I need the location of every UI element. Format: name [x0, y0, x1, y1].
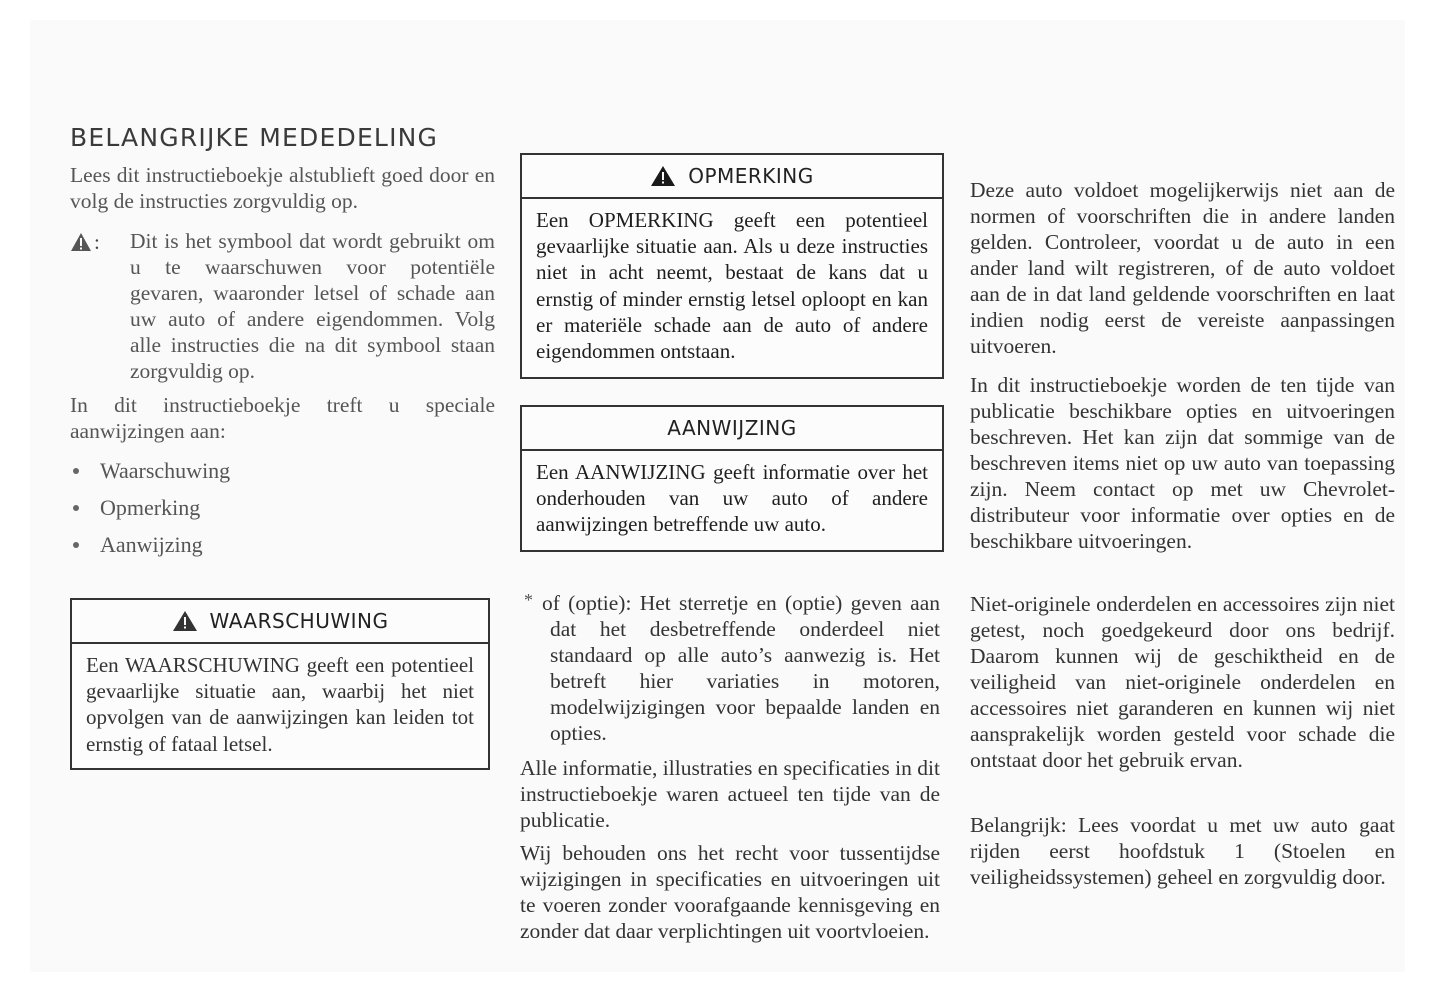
bullet-icon — [73, 468, 79, 474]
warning-triangle-icon — [650, 165, 676, 187]
rights-paragraph: Wij behouden ons het recht voor tussentijdse wijzigingen in specificaties en uitvoeringen uit te voeren zonder voorafgaande kennisgeving en zonder dat daar verplichtingen uit voortvloeien. — [520, 841, 940, 943]
options-paragraph: In dit instructieboekje worden de ten tijde van publicatie beschikbare opties en uitvoeringen beschreven. Het kan zijn dat sommige van de beschreven items niet op uw auto van toepassing zijn. Neem contact op met uw Chevrolet-distributeur voor informatie over opties en de beschikbare uitvoeringen. — [970, 373, 1395, 553]
symbol-colon: : — [94, 229, 100, 254]
list-item — [70, 493, 495, 530]
list-item — [70, 530, 495, 567]
info-currency-paragraph: Alle informatie, illustraties en specificaties in dit instructieboekje waren actueel ten tijde van de publicatie. — [520, 756, 940, 832]
warning-box-title: WAARSCHUWING — [209, 609, 389, 633]
warning-box-header — [72, 600, 488, 644]
special-notices-intro: In dit instructieboekje treft u speciale aanwijzingen aan: — [70, 393, 495, 443]
aanwijzing-box — [520, 405, 944, 552]
aanwijzing-box-title: AANWIJZING — [667, 416, 797, 440]
aanwijzing-box-header — [522, 407, 942, 451]
footnote-text: of (optie): Het sterretje en (optie) geven aan dat het desbetreffende onderdeel niet standaard op alle auto’s aanwezig is. Het betreft hier variaties in motoren, modelwijzigingen voor bepaalde landen en opties. — [542, 591, 940, 745]
norms-paragraph: Deze auto voldoet mogelijkerwijs niet aan de normen of voorschriften die in andere landen gelden. Controleer, voordat u de auto in een ander land wilt registreren, of de auto voldoet aan de in dat land geldende voorschriften en laat indien nodig eerst de vereiste aanpassingen uitvoeren. — [970, 178, 1395, 358]
warning-triangle-icon — [70, 232, 92, 252]
opmerking-box — [520, 153, 944, 379]
asterisk-marker: * — [524, 590, 533, 610]
aanwijzing-box-body: Een AANWIJZING geeft informatie over het onderhouden van uw auto of andere aanwijzingen betreffende uw auto. — [536, 460, 928, 537]
warning-box-body: Een WAARSCHUWING geeft een potentieel gevaarlijke situatie aan, waarbij het niet opvolgen van de aanwijzingen kan leiden tot ernstig of fataal letsel. — [86, 653, 474, 756]
opmerking-box-title: OPMERKING — [688, 164, 814, 188]
important-paragraph: Belangrijk: Lees voordat u met uw auto gaat rijden eerst hoofdstuk 1 (Stoelen en veiligheidssystemen) geheel en zorgvuldig door. — [970, 813, 1395, 889]
parts-paragraph: Niet-originele onderdelen en accessoires zijn niet getest, noch goedgekeurd door ons bedrijf. Daarom kunnen wij de geschiktheid en de veiligheid van niet-originele onderdelen en accessoires niet garanderen en kunnen wij niet aansprakelijk worden gesteld voor schade die ontstaat door het gebruik ervan. — [970, 592, 1395, 772]
symbol-explanation — [70, 228, 495, 384]
list-item — [70, 456, 495, 493]
warning-triangle-icon — [172, 610, 198, 632]
option-footnote — [520, 590, 940, 746]
bullet-icon — [73, 542, 79, 548]
symbol-description: Dit is het symbool dat wordt gebruikt om u te waarschuwen voor potentiële gevaren, waaronder letsel of schade aan uw auto of andere eigendommen. Volg alle instructies die na dit symbool staan zorgvuldig op. — [130, 229, 495, 383]
list-item-label: Opmerking — [100, 495, 201, 520]
list-item-label: Aanwijzing — [100, 532, 203, 557]
symbol-legend — [70, 230, 110, 254]
manual-page — [30, 20, 1405, 972]
opmerking-box-body: Een OPMERKING geeft een potentieel gevaarlijke situatie aan. Als u deze instructies niet in acht neemt, bestaat de kans dat u ernstig of minder ernstig letsel oploopt en kan er materiële schade aan de auto of andere eigendommen ontstaan. — [536, 208, 928, 364]
intro-paragraph: Lees dit instructieboekje alstublieft goed door en volg de instructies zorgvuldig op. — [70, 163, 495, 213]
opmerking-box-header — [522, 155, 942, 199]
list-item-label: Waarschuwing — [100, 458, 231, 483]
bullet-icon — [73, 505, 79, 511]
page-heading: BELANGRIJKE MEDEDELING — [70, 123, 439, 152]
warning-box — [70, 598, 490, 770]
notice-type-list — [70, 456, 495, 567]
